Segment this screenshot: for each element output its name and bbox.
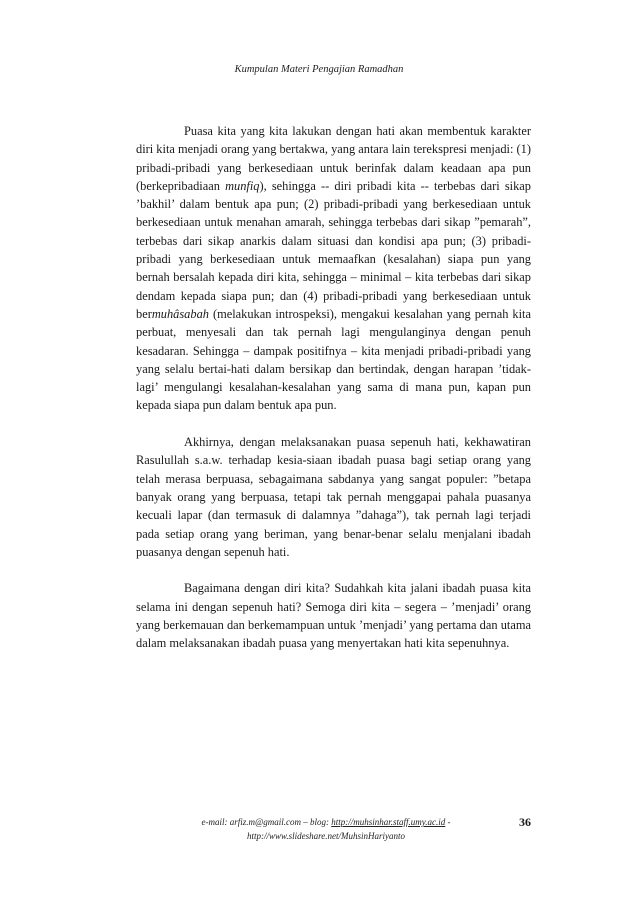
footer-contact (156, 815, 496, 843)
paragraph-2: Akhirnya, dengan melaksanakan puasa sepenuh hati, kekhawatiran Rasulullah s.a.w. terhadap kesia-siaan ibadah puasa bagi setiap orang yang telah merasa berpuasa, sebagaimana sabdanya yang sangat populer: ”betapa banyak orang yang berpuasa, tetapi tak pernah menggapai pahala puasanya kecuali lapar (dan termasuk di dalamnya ”dahaga”), tak pernah lagi terjadi pada setiap orang yang beriman, yang benar-benar selalu menjalani ibadah puasanya dengan sepenuh hati. (136, 435, 531, 559)
footer-separator: - (445, 817, 451, 827)
page-footer (136, 815, 531, 843)
footer-line-1 (156, 815, 496, 829)
term-muhasabah: muhâsabah (151, 306, 209, 321)
term-munfiq: munfiq (225, 178, 260, 193)
paragraph-1-part-c: (melakukan introspeksi), mengakui kesalahan yang pernah kita perbuat, menyesali dan tak pernah lagi mengulanginya dengan penuh kesadaran. Sehingga – dampak positifnya – kita menjadi pribadi-pribadi yang yang selalu bertai-hati dalam bersikap dan bertindak, dengan harapan ’tidak-lagi’ mengulangi kesalahan-kesalahan yang sama di mana pun, kapan pun kepada siapa pun dalam bentuk apa pun. (136, 306, 531, 413)
paragraph-1 (136, 122, 531, 415)
paragraph-3: Bagaimana dengan diri kita? Sudahkah kita jalani ibadah puasa kita selama ini dengan sepenuh hati? Semoga diri kita – segera – ’menjadi’ orang yang berkemauan dan berkemampuan untuk ’menjadi’ yang pertama dan utama dalam melaksanakan ibadah puasa yang menyertakan hati kita sepenuhnya. (136, 581, 531, 651)
running-header: Kumpulan Materi Pengajian Ramadhan (234, 64, 404, 75)
slideshare-link[interactable]: http://www.slideshare.net/MuhsinHariyanto (247, 831, 405, 841)
page-number: 36 (519, 815, 531, 829)
paragraph-1-part-b: ), sehingga -- diri pribadi kita -- terbebas dari sikap ’bakhil’ dalam bentuk apa pun; (2) pribadi-pribadi yang berkesediaan untuk berkesediaan untuk menahan amarah, sehingga terbebas dari sikap ”pemarah”, terbebas dari sikap anarkis dalam situasi dan kondisi apa pun; (3) pribadi-pribadi yang berkesediaan untuk memaafkan (kesalahan) siapa pun yang bernah bersalah kepada diri kita, sehingga – minimal – kita terbebas dari sikap dendam kepada siapa pun; dan (4) pribadi-pribadi yang berkesediaan untuk ber (136, 178, 531, 321)
blog-link[interactable]: http://muhsinhar.staff.umy.ac.id (331, 817, 446, 827)
paragraph-1-part-a: Puasa kita yang kita lakukan dengan hati akan membentuk karakter diri kita menjadi orang yang bertakwa, yang antara lain terekspresi menjadi: (1) pribadi-pribadi yang berkesediaan untuk berinfak dalam keadaan apa pun (berkepribadiaan (136, 124, 531, 193)
footer-email: e-mail: arfiz.m@gmail.com – blog: (201, 817, 332, 827)
body-text (136, 122, 531, 653)
